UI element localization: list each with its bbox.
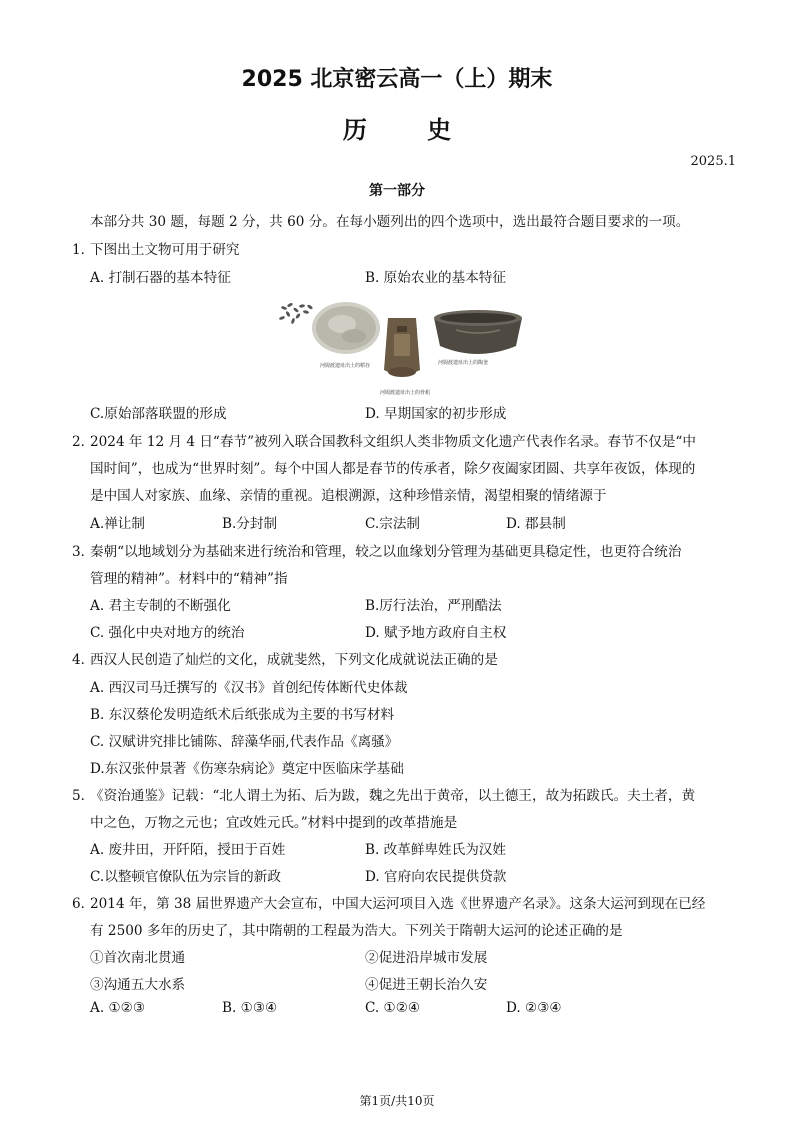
question-number: 4． bbox=[72, 652, 95, 668]
option-a: A. 西汉司马迁撰写的《汉书》首创纪传体断代史体裁 bbox=[90, 680, 408, 696]
artifact-figure bbox=[276, 296, 524, 400]
option-c: C. ①②④ bbox=[365, 1000, 421, 1016]
option-a: A. 废井田，开阡陌，授田于百姓 bbox=[90, 842, 286, 858]
question-text: 中之色，万物之元也；宜改姓元氏。”材料中提到的改革措施是 bbox=[90, 815, 458, 831]
question-number: 3． bbox=[72, 544, 95, 560]
option-d: D.东汉张仲景著《伤寒杂病论》奠定中医临床学基础 bbox=[90, 761, 404, 777]
figure-caption-3: 河姆渡遗址出土的陶釜 bbox=[438, 360, 489, 366]
option-d: D. 早期国家的初步形成 bbox=[365, 406, 507, 422]
option-b: B. ①③④ bbox=[222, 1000, 278, 1016]
question-text: 有 2500 多年的历史了，其中隋朝的工程最为浩大。下列关于隋朝大运河的论述正确的是 bbox=[90, 923, 623, 939]
statement-4: ④促进王朝长治久安 bbox=[365, 977, 488, 993]
bone-spade-image bbox=[384, 318, 420, 377]
question-text: 国时间”，也成为“世界时刻”。每个中国人都是春节的传承者，除夕夜阖家团圆、共享年夜饭，体现的 bbox=[90, 461, 696, 477]
instructions: 本部分共 30 题，每题 2 分，共 60 分。在每小题列出的四个选项中，选出最符合题目要求的一项。 bbox=[90, 214, 690, 230]
rice-pile-image bbox=[312, 302, 380, 354]
rice-grains-image bbox=[279, 302, 314, 324]
part-heading: 第一部分 bbox=[369, 183, 425, 199]
question-text: 是中国人对家族、血缘、亲情的重视。追根溯源，这种珍惜亲情，渴望相聚的情绪源于 bbox=[90, 488, 607, 504]
option-c: C.以整顿官僚队伍为宗旨的新政 bbox=[90, 869, 281, 885]
option-d: D. 郡县制 bbox=[506, 516, 566, 532]
exam-title: 2025 北京密云高一（上）期末 bbox=[241, 67, 553, 92]
pottery-cauldron-image bbox=[434, 310, 522, 354]
question-number: 6． bbox=[72, 896, 95, 912]
question-text: 2014 年，第 38 届世界遗产大会宣布，中国大运河项目入选《世界遗产名录》。这条大运河到现在已经 bbox=[90, 896, 706, 912]
statement-3: ③沟通五大水系 bbox=[90, 977, 186, 993]
option-b: B.分封制 bbox=[222, 516, 278, 532]
option-d: D. 官府向农民提供贷款 bbox=[365, 869, 507, 885]
statement-1: ①首次南北贯通 bbox=[90, 950, 186, 966]
figure-caption-2: 河姆渡遗址出土的骨耜 bbox=[380, 390, 431, 396]
question-text: 管理的精神”。材料中的“精神”指 bbox=[90, 571, 288, 587]
option-b: B. 东汉蔡伦发明造纸术后纸张成为主要的书写材料 bbox=[90, 707, 395, 723]
question-number: 2． bbox=[72, 434, 95, 450]
question-number: 1． bbox=[72, 242, 95, 258]
question-text: 下图出土文物可用于研究 bbox=[90, 242, 240, 258]
page-number: 第1页/共10页 bbox=[359, 1094, 435, 1108]
question-text: 西汉人民创造了灿烂的文化，成就斐然，下列文化成就说法正确的是 bbox=[90, 652, 498, 668]
statement-2: ②促进沿岸城市发展 bbox=[365, 950, 488, 966]
question-text: 《资治通鉴》记载：“北人谓土为拓、后为跋，魏之先出于黄帝，以土德王，故为拓跋氏。夫土者，黄 bbox=[90, 788, 696, 804]
option-c: C.宗法制 bbox=[365, 516, 421, 532]
option-c: C. 汉赋讲究排比铺陈、辞藻华丽,代表作品《离骚》 bbox=[90, 734, 399, 750]
figure-caption-1: 河姆渡遗址出土的稻谷 bbox=[320, 363, 371, 369]
option-a: A.禅让制 bbox=[90, 516, 145, 532]
subject-title: 历 史 bbox=[342, 116, 478, 144]
option-a: A. 君主专制的不断强化 bbox=[90, 598, 231, 614]
option-d: D. ②③④ bbox=[506, 1000, 562, 1016]
option-b: B. 改革鲜卑姓氏为汉姓 bbox=[365, 842, 506, 858]
question-text: 2024 年 12 月 4 日“春节”被列入联合国教科文组织人类非物质文化遗产代表作名录。春节不仅是“中 bbox=[90, 434, 696, 450]
option-a: A. ①②③ bbox=[90, 1000, 146, 1016]
option-b: B. 原始农业的基本特征 bbox=[365, 270, 506, 286]
exam-date: 2025.1 bbox=[690, 154, 736, 169]
question-text: 秦朝“以地域划分为基础来进行统治和管理，较之以血缘划分管理为基础更具稳定性，也更符合统治 bbox=[90, 544, 682, 560]
option-c: C. 强化中央对地方的统治 bbox=[90, 625, 245, 641]
question-number: 5． bbox=[72, 788, 95, 804]
option-c: C.原始部落联盟的形成 bbox=[90, 406, 227, 422]
option-a: A. 打制石器的基本特征 bbox=[90, 270, 231, 286]
option-d: D. 赋予地方政府自主权 bbox=[365, 625, 507, 641]
option-b: B.厉行法治，严刑酷法 bbox=[365, 598, 502, 614]
